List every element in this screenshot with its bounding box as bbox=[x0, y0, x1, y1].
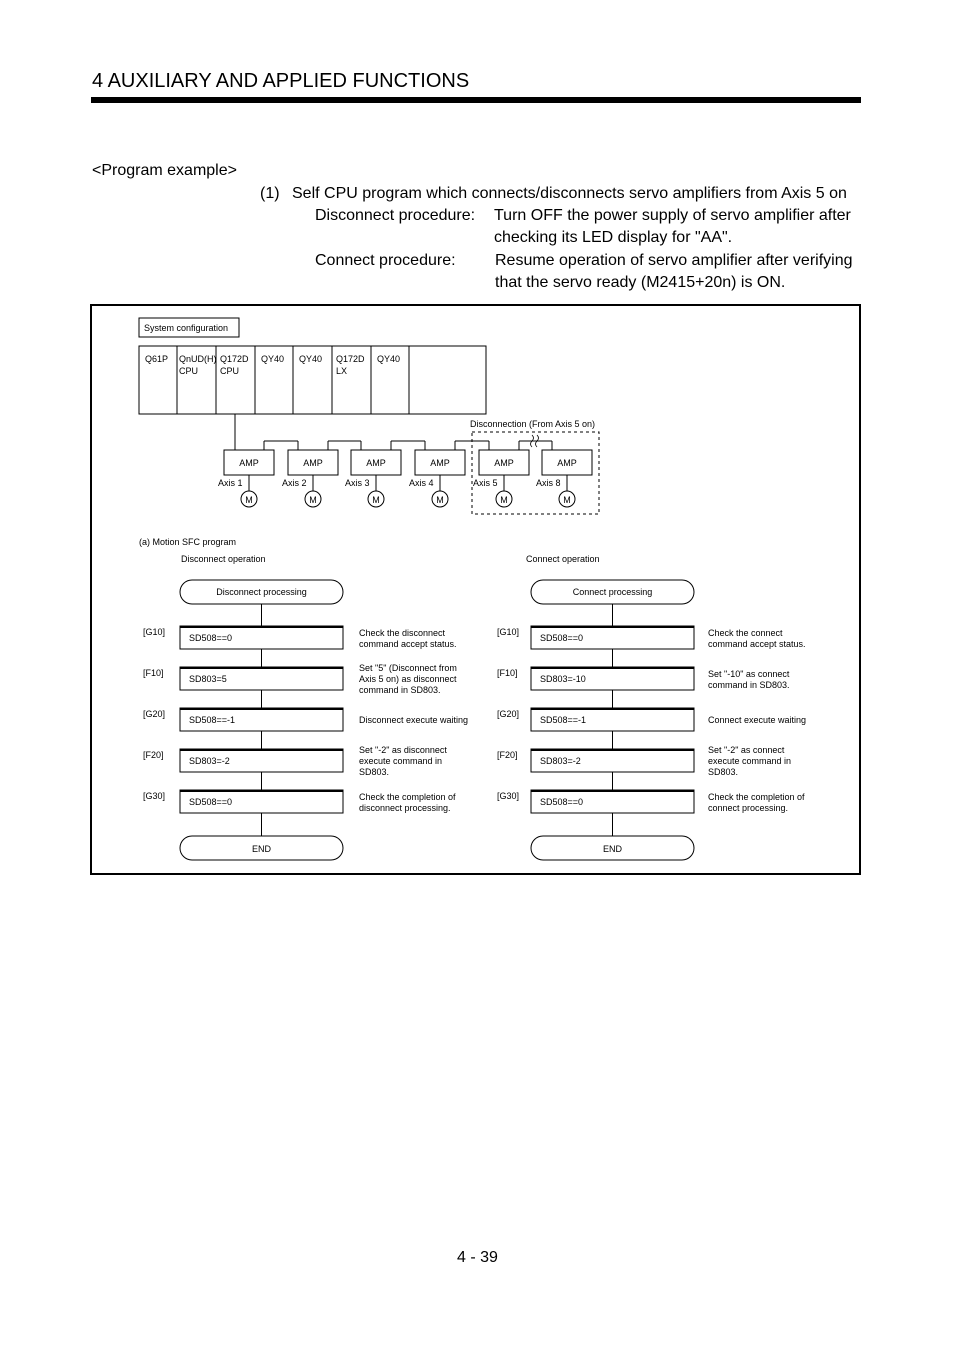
program-example-heading: <Program example> bbox=[92, 162, 237, 179]
end-label: END bbox=[251, 844, 272, 854]
step-comment: command in SD803. bbox=[359, 685, 441, 695]
step-comment: command in SD803. bbox=[708, 680, 790, 690]
motor-label: M bbox=[436, 495, 444, 505]
disconnection-label: Disconnection (From Axis 5 on) bbox=[470, 419, 596, 429]
page-number: 4 - 39 bbox=[457, 1249, 498, 1266]
step-code: SD803=-10 bbox=[540, 674, 586, 684]
axis-label: Axis 1 bbox=[218, 478, 243, 488]
step-tag: [F20] bbox=[143, 750, 164, 760]
disconnect-procedure-line: Turn OFF the power supply of servo amplifier after bbox=[494, 207, 851, 224]
step-code: SD508==-1 bbox=[189, 715, 236, 725]
slot-label: QnUD(H) bbox=[179, 354, 217, 364]
slot-label: Q172D bbox=[336, 354, 365, 364]
amp-label: AMP bbox=[239, 458, 259, 468]
step-comment: disconnect processing. bbox=[359, 803, 451, 813]
end-label: END bbox=[602, 844, 623, 854]
step-comment: Check the completion of bbox=[708, 792, 805, 802]
disconnect-procedure-line: checking its LED display for "AA". bbox=[494, 229, 733, 246]
slot-label: LX bbox=[336, 366, 348, 376]
slot-label: QY40 bbox=[261, 354, 285, 364]
slot-label: Q61P bbox=[145, 354, 169, 364]
start-label: Disconnect processing bbox=[216, 587, 307, 597]
step-tag: [G20] bbox=[497, 709, 520, 719]
step-tag: [G10] bbox=[497, 627, 520, 637]
motor-label: M bbox=[500, 495, 508, 505]
axis-label: Axis 5 bbox=[473, 478, 498, 488]
motor-label: M bbox=[245, 495, 253, 505]
slot-label: CPU bbox=[220, 366, 240, 376]
step-tag: [G30] bbox=[497, 791, 520, 801]
step-tag: [F10] bbox=[497, 668, 518, 678]
axis-label: Axis 3 bbox=[345, 478, 370, 488]
step-code: SD508==0 bbox=[189, 633, 233, 643]
disconnect-procedure-label: Disconnect procedure: bbox=[315, 207, 476, 224]
step-comment: command accept status. bbox=[359, 639, 457, 649]
step-code: SD803=-2 bbox=[540, 756, 581, 766]
amp-label: AMP bbox=[366, 458, 386, 468]
slot-label: Q172D bbox=[220, 354, 249, 364]
step-comment: Check the completion of bbox=[359, 792, 456, 802]
step-comment: execute command in bbox=[359, 756, 443, 766]
item-number: (1) bbox=[260, 185, 280, 202]
connect-procedure-line: that the servo ready (M2415+20n) is ON. bbox=[495, 274, 786, 291]
chapter-title: 4 AUXILIARY AND APPLIED FUNCTIONS bbox=[92, 70, 470, 92]
amp-label: AMP bbox=[430, 458, 450, 468]
step-code: SD508==-1 bbox=[540, 715, 587, 725]
connect-procedure-label: Connect procedure: bbox=[315, 252, 456, 269]
motor-label: M bbox=[563, 495, 571, 505]
step-comment: command accept status. bbox=[708, 639, 806, 649]
program-figure bbox=[90, 304, 861, 875]
system-config-label: System configuration bbox=[144, 323, 229, 333]
item-text: Self CPU program which connects/disconnects servo amplifiers from Axis 5 on bbox=[292, 185, 847, 202]
connect-procedure-line: Resume operation of servo amplifier after verifying bbox=[495, 252, 853, 269]
step-code: SD508==0 bbox=[540, 633, 584, 643]
step-comment: Axis 5 on) as disconnect bbox=[359, 674, 457, 684]
slot-label: QY40 bbox=[299, 354, 323, 364]
amp-label: AMP bbox=[557, 458, 577, 468]
step-tag: [G10] bbox=[143, 627, 166, 637]
figure-canvas bbox=[92, 306, 859, 873]
slot-label: QY40 bbox=[377, 354, 401, 364]
amp-label: AMP bbox=[303, 458, 323, 468]
step-tag: [F10] bbox=[143, 668, 164, 678]
step-code: SD803=-2 bbox=[189, 756, 230, 766]
step-code: SD508==0 bbox=[540, 797, 584, 807]
step-comment: Set "-2" as disconnect bbox=[359, 745, 447, 755]
step-comment: connect processing. bbox=[708, 803, 789, 813]
step-tag: [G20] bbox=[143, 709, 166, 719]
operation-label: Connect operation bbox=[526, 554, 600, 564]
step-comment: Set "5" (Disconnect from bbox=[359, 663, 457, 673]
axis-label: Axis 8 bbox=[536, 478, 561, 488]
step-comment: Disconnect execute waiting bbox=[359, 715, 469, 725]
operation-label: Disconnect operation bbox=[181, 554, 266, 564]
start-label: Connect processing bbox=[572, 587, 653, 597]
step-comment: Set "-2" as connect bbox=[708, 745, 785, 755]
step-comment: Check the disconnect bbox=[359, 628, 446, 638]
axis-label: Axis 4 bbox=[409, 478, 434, 488]
step-code: SD803=5 bbox=[189, 674, 227, 684]
axis-label: Axis 2 bbox=[282, 478, 307, 488]
step-comment: Check the connect bbox=[708, 628, 783, 638]
sfc-title: (a) Motion SFC program bbox=[139, 537, 237, 547]
motor-label: M bbox=[372, 495, 380, 505]
step-comment: Set "-10" as connect bbox=[708, 669, 790, 679]
step-comment: execute command in bbox=[708, 756, 792, 766]
slot-label: CPU bbox=[179, 366, 199, 376]
step-tag: [F20] bbox=[497, 750, 518, 760]
chapter-rule bbox=[91, 97, 861, 103]
step-comment: SD803. bbox=[708, 767, 739, 777]
step-tag: [G30] bbox=[143, 791, 166, 801]
step-comment: SD803. bbox=[359, 767, 390, 777]
step-code: SD508==0 bbox=[189, 797, 233, 807]
amp-label: AMP bbox=[494, 458, 514, 468]
motor-label: M bbox=[309, 495, 317, 505]
step-comment: Connect execute waiting bbox=[708, 715, 807, 725]
